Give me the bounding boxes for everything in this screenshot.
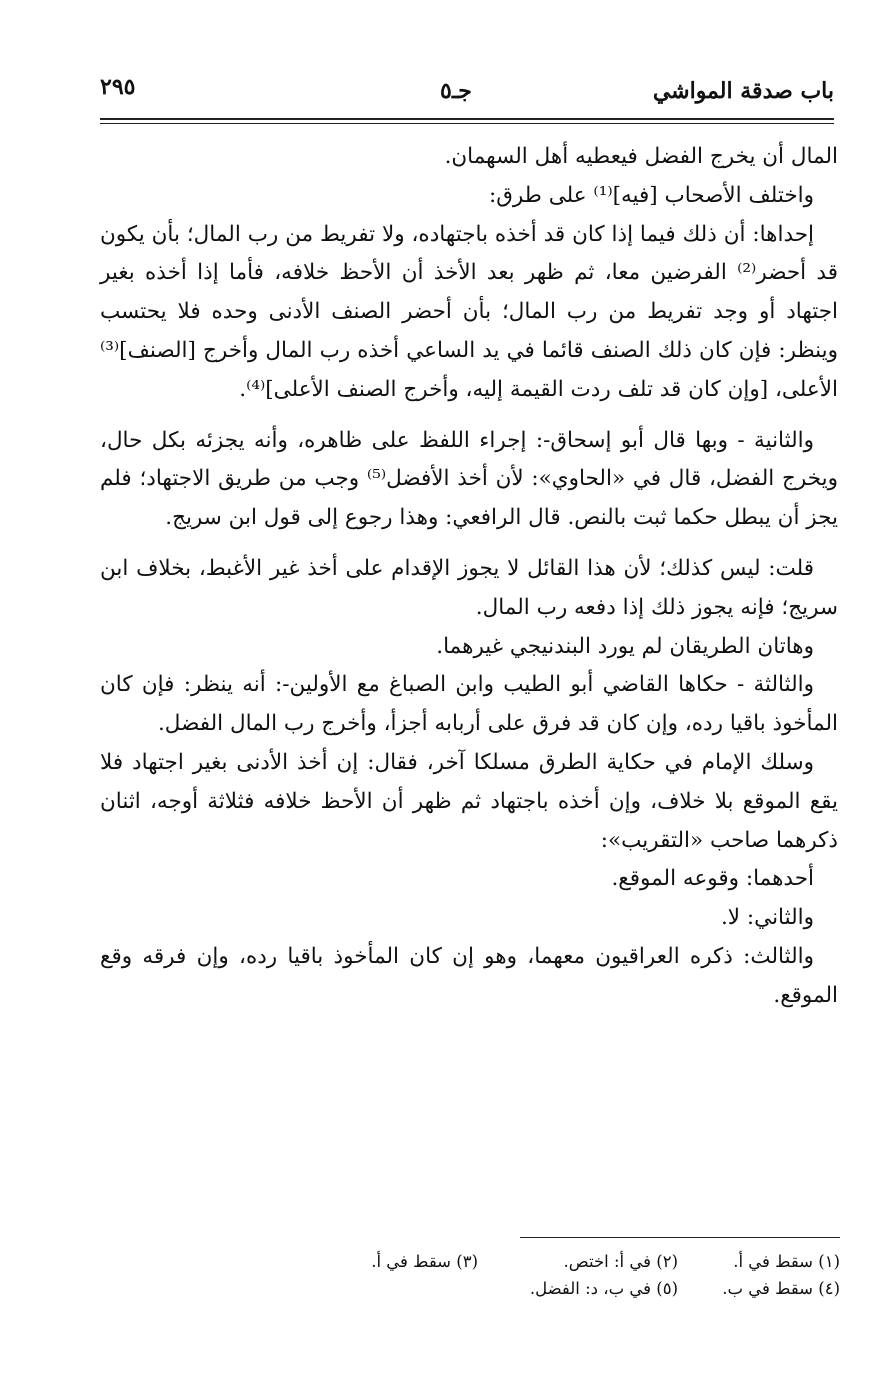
footnotes xyxy=(220,1248,840,1302)
footnote-row xyxy=(220,1248,840,1275)
footnote: (٢) في أ: اختص. xyxy=(563,1252,678,1271)
footnote: (٤) سقط في ب. xyxy=(722,1279,840,1298)
footnote: (٣) سقط في أ. xyxy=(371,1252,478,1271)
footnote-row xyxy=(220,1275,840,1302)
paragraph: والثانية - وبها قال أبو إسحاق-: إجراء اللفظ على ظاهره، وأنه يجزئه بكل حال، ويخرج الفضل، قال في «الحاوي»: لأن أخذ الأفضل⁽⁵⁾ وجب من طريق الاجتهاد؛ فلم يجز أن يبطل حكما ثبت بالنص. قال الرافعي: وهذا رجوع إلى قول ابن سريج. xyxy=(100,427,838,531)
paragraph: واختلف الأصحاب [فيه]⁽¹⁾ على طرق: xyxy=(488,182,814,208)
volume-label: جـ٥ xyxy=(440,78,472,104)
chapter-title: باب صدقة المواشي xyxy=(652,78,834,104)
paragraph: إحداها: أن ذلك فيما إذا كان قد أخذه باجتهاده، ولا تفريط من رب المال؛ بأن يكون قد أحضر⁽²⁾ الفرضين معا، ثم ظهر بعد الأخذ أن الأحظ خلافه، فأما إذا أخذه بغير اجتهاد أو وجد تفريط من رب المال؛ بأن أحضر الصنف الأدنى وحده فلا يحتسب وينظر: فإن كان ذلك الصنف قائما في يد الساعي أخذه رب المال وأخرج [الصنف]⁽³⁾ الأعلى، [وإن كان قد تلف ردت القيمة إليه، وأخرج الصنف الأعلى]⁽⁴⁾. xyxy=(100,221,838,402)
footnote: (٥) في ب، د: الفضل. xyxy=(529,1279,678,1298)
paragraph: قلت: ليس كذلك؛ لأن هذا القائل لا يجوز الإقدام على أخذ غير الأغبط، بخلاف ابن سريج؛ فإنه يجوز ذلك إذا دفعه رب المال. xyxy=(100,555,838,620)
footnote: (١) سقط في أ. xyxy=(733,1252,840,1271)
paragraph: أحدهما: وقوعه الموقع. xyxy=(611,866,814,892)
paragraph: وسلك الإمام في حكاية الطرق مسلكا آخر، فقال: إن أخذ الأدنى بغير اجتهاد فلا يقع الموقع بلا خلاف، وإن أخذه باجتهاد ثم ظهر أن الأحظ خلافه فثلاثة أوجه، اثنان ذكرهما صاحب «التقريب»: xyxy=(100,749,838,853)
paragraph: والثالثة - حكاها القاضي أبو الطيب وابن الصباغ مع الأولين-: أنه ينظر: فإن كان المأخوذ باقيا رده، وإن كان قد فرق على أربابه أجزأ، وأخرج رب المال الفضل. xyxy=(100,672,838,737)
paragraph: والثاني: لا. xyxy=(720,905,814,931)
paragraph: المال أن يخرج الفضل فيعطيه أهل السهمان. xyxy=(444,144,838,169)
paragraph: والثالث: ذكره العراقيون معهما، وهو إن كان المأخوذ باقيا رده، وإن فرقه وقع الموقع. xyxy=(100,943,838,1008)
header-rule-thick xyxy=(100,118,834,120)
paragraph: وهاتان الطريقان لم يورد البندنيجي غيرهما. xyxy=(436,633,814,659)
main-text xyxy=(100,138,838,1016)
header-rule-thin xyxy=(100,123,834,124)
page-header xyxy=(90,70,834,110)
footnote-rule xyxy=(520,1237,840,1238)
page-number: ٢٩٥ xyxy=(100,74,136,100)
